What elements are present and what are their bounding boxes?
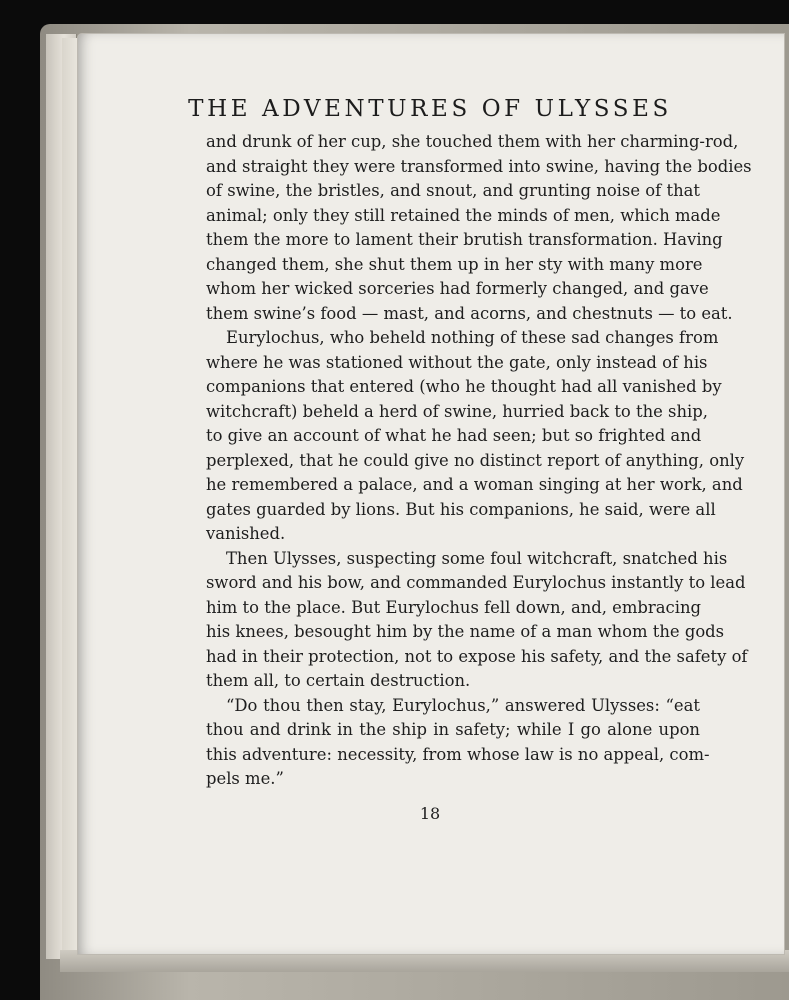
text-line: animal; only they still retained the minds of men, which made xyxy=(206,205,721,225)
text-line: companions that entered (who he thought had all vanished by xyxy=(206,377,722,396)
text-line: them swine’s food — mast, and acorns, and chestnuts — to eat. xyxy=(206,303,733,323)
page-number: 18 xyxy=(419,804,441,823)
text-line: him to the place. But Eurylochus fell down, and, embracing xyxy=(206,597,701,617)
text-line: to give an account of what he had seen; but so frighted and xyxy=(206,426,702,445)
text-line: had in their protection, not to expose his safety, and the safety of xyxy=(206,646,748,666)
text-line: this adventure: necessity, from whose law is no appeal, com- xyxy=(206,744,710,764)
text-line: gates guarded by lions. But his companions, he said, were all xyxy=(206,499,716,519)
text-line: thou and drink in the ship in safety; while I go alone upon xyxy=(206,720,700,739)
text-line: “Do thou then stay, Eurylochus,” answered Ulysses: “eat xyxy=(226,695,700,715)
text-line: where he was stationed without the gate, only instead of his xyxy=(206,352,708,372)
body-text xyxy=(206,130,752,792)
text-line: he remembered a palace, and a woman singing at her work, and xyxy=(206,475,743,494)
text-line: sword and his bow, and commanded Eurylochus instantly to lead xyxy=(206,573,746,592)
text-line: them all, to certain destruction. xyxy=(206,671,471,690)
text-line: witchcraft) beheld a herd of swine, hurried back to the ship, xyxy=(206,401,708,421)
text-line: whom her wicked sorceries had formerly changed, and gave xyxy=(206,279,709,298)
text-line: his knees, besought him by the name of a man whom the gods xyxy=(206,622,725,641)
text-line: Eurylochus, who beheld nothing of these sad changes from xyxy=(226,328,719,347)
text-line: perplexed, that he could give no distinct report of anything, only xyxy=(206,450,745,470)
text-line: of swine, the bristles, and snout, and grunting noise of that xyxy=(206,181,700,200)
text-line: Then Ulysses, suspecting some foul witchcraft, snatched his xyxy=(226,548,728,568)
text-line: changed them, she shut them up in her sty with many more xyxy=(206,254,703,274)
text-line: vanished. xyxy=(206,524,286,543)
running-header: THE ADVENTURES OF ULYSSES xyxy=(188,96,672,122)
text-line: and straight they were transformed into swine, having the bodies xyxy=(206,156,752,176)
text-line: them the more to lament their brutish transformation. Having xyxy=(206,230,723,249)
text-line: and drunk of her cup, she touched them with her charming-rod, xyxy=(206,132,739,151)
text-line: pels me.” xyxy=(206,769,284,788)
